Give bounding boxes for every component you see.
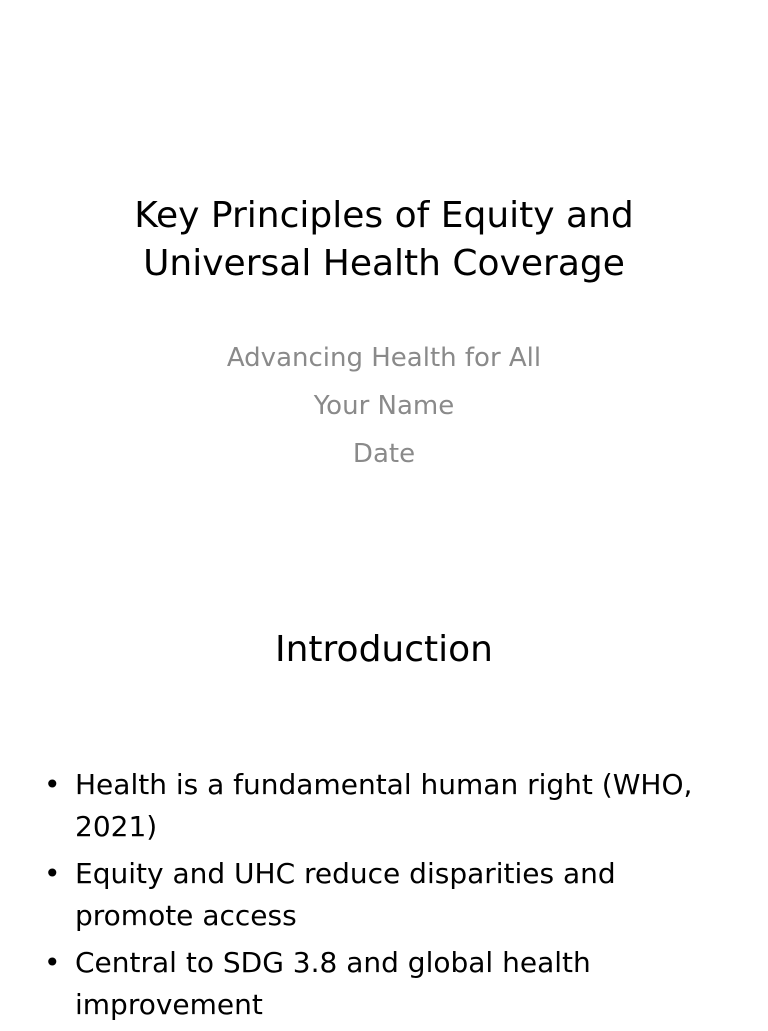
bullet-list [44, 764, 724, 1031]
slide-subtitle [60, 334, 708, 478]
subtitle-date: Date [352, 439, 416, 469]
bullet-icon: • [44, 768, 61, 801]
bullet-item [44, 942, 724, 1026]
bullet-text: Central to SDG 3.8 and global health improvement [75, 946, 591, 1021]
section-title: Introduction [274, 629, 493, 670]
subtitle-tagline: Advancing Health for All [226, 343, 542, 373]
bullet-icon: • [44, 946, 61, 979]
bullet-item [44, 853, 724, 937]
slide-title-line-1: Key Principles of Equity and [134, 195, 634, 236]
bullet-text: Health is a fundamental human right (WHO, 2021) [75, 768, 693, 843]
bullet-text: Equity and UHC reduce disparities and promote access [75, 857, 616, 932]
subtitle-author: Your Name [313, 391, 455, 421]
bullet-icon: • [44, 857, 61, 890]
slide-title [60, 192, 708, 288]
slide-title-line-2: Universal Health Coverage [143, 243, 625, 284]
bullet-item [44, 764, 724, 848]
